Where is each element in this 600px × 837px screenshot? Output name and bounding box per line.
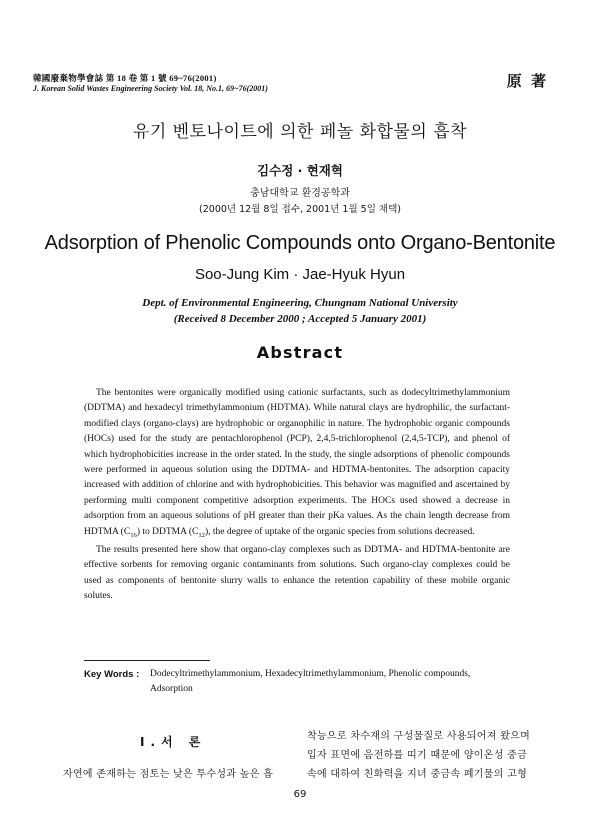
- english-affiliation: Dept. of Environmental Engineering, Chungnam National University: [142, 297, 458, 309]
- body-right-line: 입자 표면에 음전하를 띠기 때문에 양이온성 중금: [307, 750, 528, 761]
- page-number: 69: [293, 789, 307, 800]
- korean-authors: 김수정 · 현재혁: [257, 163, 343, 178]
- abstract-p1-text-c: ), the degree of uptake of the organic species from solutions decreased.: [204, 526, 475, 537]
- body-right-column: [307, 727, 552, 784]
- english-dates: (Received 8 December 2000 ; Accepted 5 January 2001): [173, 313, 427, 325]
- body-right-line: 착능으로 차수재의 구성물질로 사용되어져 왔으며: [307, 731, 531, 742]
- abstract-p1-text-b: ) to DDTMA (C: [136, 526, 199, 537]
- english-title: Adsorption of Phenolic Compounds onto Organo-Bentonite: [44, 232, 556, 254]
- keywords-text: Dodecyltrimethylammonium, Hexadecyltrimethylammonium, Phenolic compounds, Adsorption: [150, 669, 471, 694]
- english-authors: Soo-Jung Kim · Jae-Hyuk Hyun: [194, 266, 406, 283]
- journal-citation-english: J. Korean Solid Wastes Engineering Society Vol. 18, No.1, 69~76(2001): [33, 84, 268, 93]
- abstract-p1-subscript-16: 16: [130, 531, 137, 539]
- korean-title: 유기 벤토나이트에 의한 페놀 화합물의 흡착: [132, 122, 468, 142]
- abstract-heading: Abstract: [256, 343, 344, 362]
- english-affiliation-block: [0, 295, 600, 327]
- abstract-body: [84, 386, 510, 605]
- journal-citation-korean: 韓國廢棄物學會誌 第 18 卷 第 1 號 69~76(2001): [33, 73, 217, 83]
- keywords-block: [84, 667, 514, 697]
- keywords-label: Key Words :: [84, 669, 140, 680]
- keywords-divider: [84, 660, 210, 661]
- abstract-paragraph-1: [84, 386, 510, 543]
- korean-affiliation: 충남대학교 환경공학과: [250, 188, 350, 199]
- abstract-paragraph-2: The results presented here show that organo-clay complexes such as DDTMA- and HDTMA-bentonite are effective sorbents for removing organic contaminants from solutions. Such organo-clay complexes could be used as components of bentonite slurry walls to enhance the retention capability of these mobile organic solutes.: [84, 544, 510, 602]
- korean-dates: (2000년 12월 8일 접수, 2001년 1월 5일 채택): [199, 204, 401, 215]
- abstract-p1-subscript-12: 12: [198, 531, 205, 539]
- body-right-line: 속에 대하여 친화력을 지녀 중금속 폐기물의 고형: [307, 769, 528, 780]
- body-left-column: [63, 765, 293, 784]
- body-left-line: 자연에 존재하는 점토는 낮은 투수성과 높은 흡: [63, 769, 274, 780]
- article-type-label: 原 著: [506, 72, 548, 90]
- section-heading-introduction: Ⅰ.서 론: [140, 735, 207, 749]
- abstract-p1-text-a: The bentonites were organically modified using cationic surfactants, such as dodecyltrimethylammonium (DDTMA) and hexadecyl trimethylammonium (HDTMA). While natural clays are hydrophilic, the surfactant-modified clays (organo-clays) are hydrophobic or organophilic in nature. The hydrophobic organic compounds (HOCs) used for the study are pentachlorophenol (PCP), 2,4,5-trichlorophenol (2,4,5-TCP), and phenol of which hydrophobicities increase in the order stated. In the study, the single adsorptions of phenolic compounds were performed in aqueous solution using the DDTMA- and HDTMA-bentonites. The adsorption capacity increased with addition of chlorine and with hydrophobicities. This behavior was magnified and ascertained by performing multi component competitive adsorption experiments. The HOCs used showed a decrease in adsorption from an aqueous solutions of pH greater than their pKa values. As the chain length decrease from HDTMA (C: [84, 388, 510, 537]
